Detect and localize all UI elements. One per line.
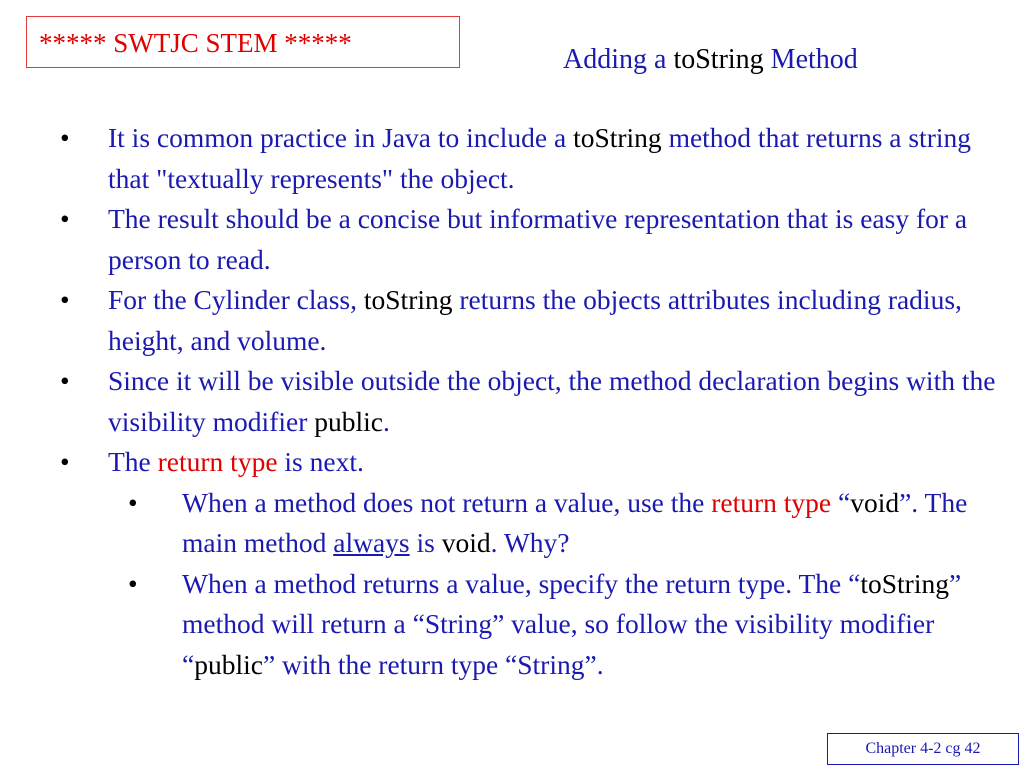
bullet-dot: • — [60, 203, 70, 234]
bullet-highlight: return type — [711, 486, 832, 518]
bullet-item-tostring-practice — [0, 118, 1024, 199]
bullet-code: void — [850, 486, 900, 518]
bullet-highlight: return type — [157, 446, 278, 477]
bullet-text: The — [108, 446, 158, 477]
bullet-underline: always — [333, 527, 410, 558]
bullet-text: is — [409, 527, 442, 558]
bullet-text: returns the objects attributes including radius, height, and volume. — [108, 284, 962, 356]
sub-bullet-item-void — [0, 483, 1024, 564]
bullet-list — [0, 118, 1024, 685]
bullet-code: toString — [860, 567, 949, 599]
bullet-item-cylinder-class — [0, 280, 1024, 361]
bullet-dot: • — [60, 365, 70, 396]
bullet-text: ” method will return a “String” value, so follow the visibility modifier “ — [182, 567, 962, 680]
bullet-item-visibility-modifier — [0, 361, 1024, 442]
chapter-footer-box — [827, 733, 1019, 765]
bullet-text: When a method returns a value, specify the return type. The “ — [182, 567, 861, 599]
bullet-item-return-type — [0, 442, 1024, 483]
title-part-2: Method — [763, 44, 858, 75]
stem-header-box — [26, 16, 460, 68]
bullet-text: is next. — [277, 446, 364, 477]
bullet-dot: • — [60, 122, 70, 153]
bullet-code: toString — [363, 284, 453, 315]
bullet-item-concise-result — [0, 199, 1024, 280]
bullet-code: public — [314, 405, 383, 437]
bullet-text: For the Cylinder class, — [108, 284, 364, 315]
bullet-dot: • — [60, 446, 70, 477]
bullet-dot: • — [60, 284, 70, 315]
bullet-text: . — [383, 405, 390, 437]
bullet-text: “ — [831, 486, 851, 518]
bullet-dot: • — [128, 486, 138, 518]
stem-header-label: ***** SWTJC STEM ***** — [39, 28, 352, 58]
bullet-text: When a method does not return a value, use the — [182, 486, 712, 518]
title-code: toString — [673, 44, 764, 75]
sub-bullet-item-return-value — [0, 564, 1024, 686]
title-part-1: Adding a — [563, 44, 674, 75]
bullet-text: It is common practice in Java to include a — [108, 122, 574, 153]
bullet-text: The result should be a concise but informative representation that is easy for a person to read. — [108, 203, 968, 275]
bullet-text: ”. The main method — [182, 486, 968, 558]
chapter-footer-label: Chapter 4-2 cg 42 — [865, 740, 981, 757]
bullet-code: toString — [573, 122, 662, 153]
slide-title — [563, 40, 858, 80]
bullet-text: Since it will be visible outside the object, the method declaration begins with the visibility modifier — [108, 365, 996, 437]
bullet-text: ” with the return type “String”. — [262, 648, 604, 680]
bullet-text: . Why? — [490, 527, 570, 558]
bullet-code: void — [441, 527, 491, 558]
bullet-text: method that returns a string that "textually represents" the object. — [108, 122, 971, 194]
bullet-dot: • — [128, 567, 138, 599]
bullet-code: public — [194, 648, 263, 680]
